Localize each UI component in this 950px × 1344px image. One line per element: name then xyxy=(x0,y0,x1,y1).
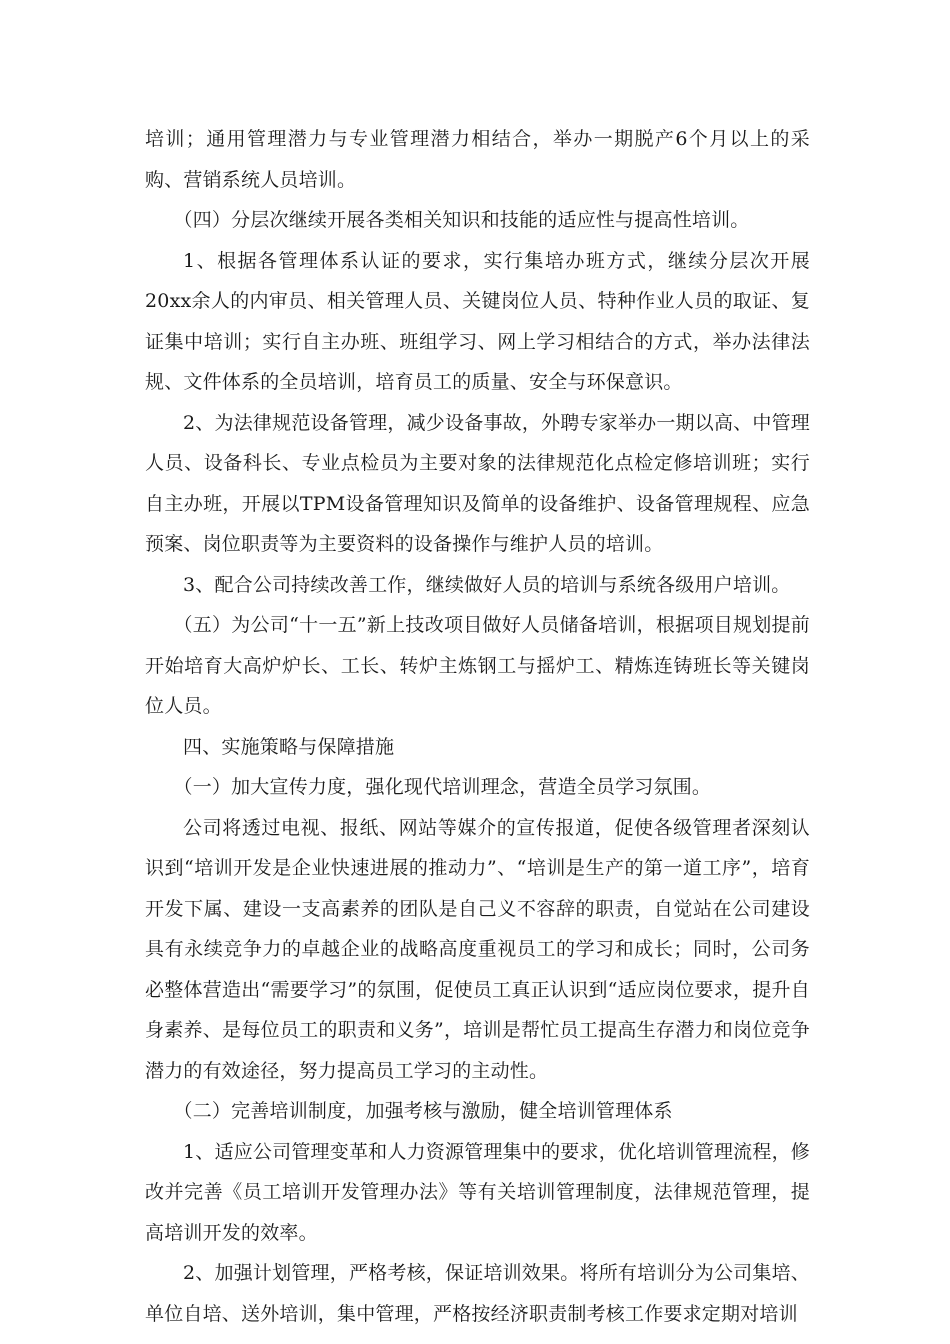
paragraph: 3、配合公司持续改善工作，继续做好人员的培训与系统各级用户培训。 xyxy=(183,573,791,596)
paragraph: 1、根据各管理体系认证的要求，实行集培办班方式，继续分层次开展20xx余人的内审员、相关管理人员、关键岗位人员、特种作业人员的取证、复证集中培训；实行自主办班、班组学习、网上学习相结合的方式，举办法律法规、文件体系的全员培训，培育员工的质量、安全与环保意识。 xyxy=(145,249,810,393)
paragraph: 2、为法律规范设备管理，减少设备事故，外聘专家举办一期以高、中管理人员、设备科长、专业点检员为主要对象的法律规范化点检定修培训班；实行自主办班，开展以TPM设备管理知识及简单的设备维护、设备管理规程、应急预案、岗位职责等为主要资料的设备操作与维护人员的培训。 xyxy=(145,411,810,555)
section-heading: （五）为公司“十一五”新上技改项目做好人员储备培训，根据项目规划提前开始培育大高炉炉长、工长、转炉主炼钢工与摇炉工、精炼连铸班长等关键岗位人员。 xyxy=(145,614,810,717)
document-body xyxy=(145,119,810,1334)
paragraph: 培训；通用管理潜力与专业管理潜力相结合，举办一期脱产6个月以上的采购、营销系统人员培训。 xyxy=(145,128,810,191)
chapter-heading: 四、实施策略与保障措施 xyxy=(183,735,395,758)
paragraph: 2、加强计划管理，严格考核，保证培训效果。将所有培训分为公司集培、单位自培、送外培训，集中管理，严格按经济职责制考核工作要求定期对培训 xyxy=(145,1262,810,1325)
section-heading: （四）分层次继续开展各类相关知识和技能的适应性与提高性培训。 xyxy=(173,209,750,231)
paragraph: 公司将透过电视、报纸、网站等媒介的宣传报道，促使各级管理者深刻认识到“培训开发是企业快速进展的推动力”、“培训是生产的第一道工序”，培育开发下属、建设一支高素养的团队是自己义不容辞的职责，自觉站在公司建设具有永续竞争力的卓越企业的战略高度重视员工的学习和成长；同时，公司务必整体营造出“需要学习”的氛围，促使员工真正认识到“适应岗位要求，提升自身素养、是每位员工的职责和义务”，培训是帮忙员工提高生存潜力和岗位竞争潜力的有效途径，努力提高员工学习的主动性。 xyxy=(145,816,810,1082)
section-heading: （二）完善培训制度，加强考核与激励，健全培训管理体系 xyxy=(173,1100,673,1122)
paragraph: 1、适应公司管理变革和人力资源管理集中的要求，优化培训管理流程，修改并完善《员工培训开发管理办法》等有关培训管理制度，法律规范管理，提高培训开发的效率。 xyxy=(145,1140,810,1244)
section-heading: （一）加大宣传力度，强化现代培训理念，营造全员学习氛围。 xyxy=(173,776,712,798)
